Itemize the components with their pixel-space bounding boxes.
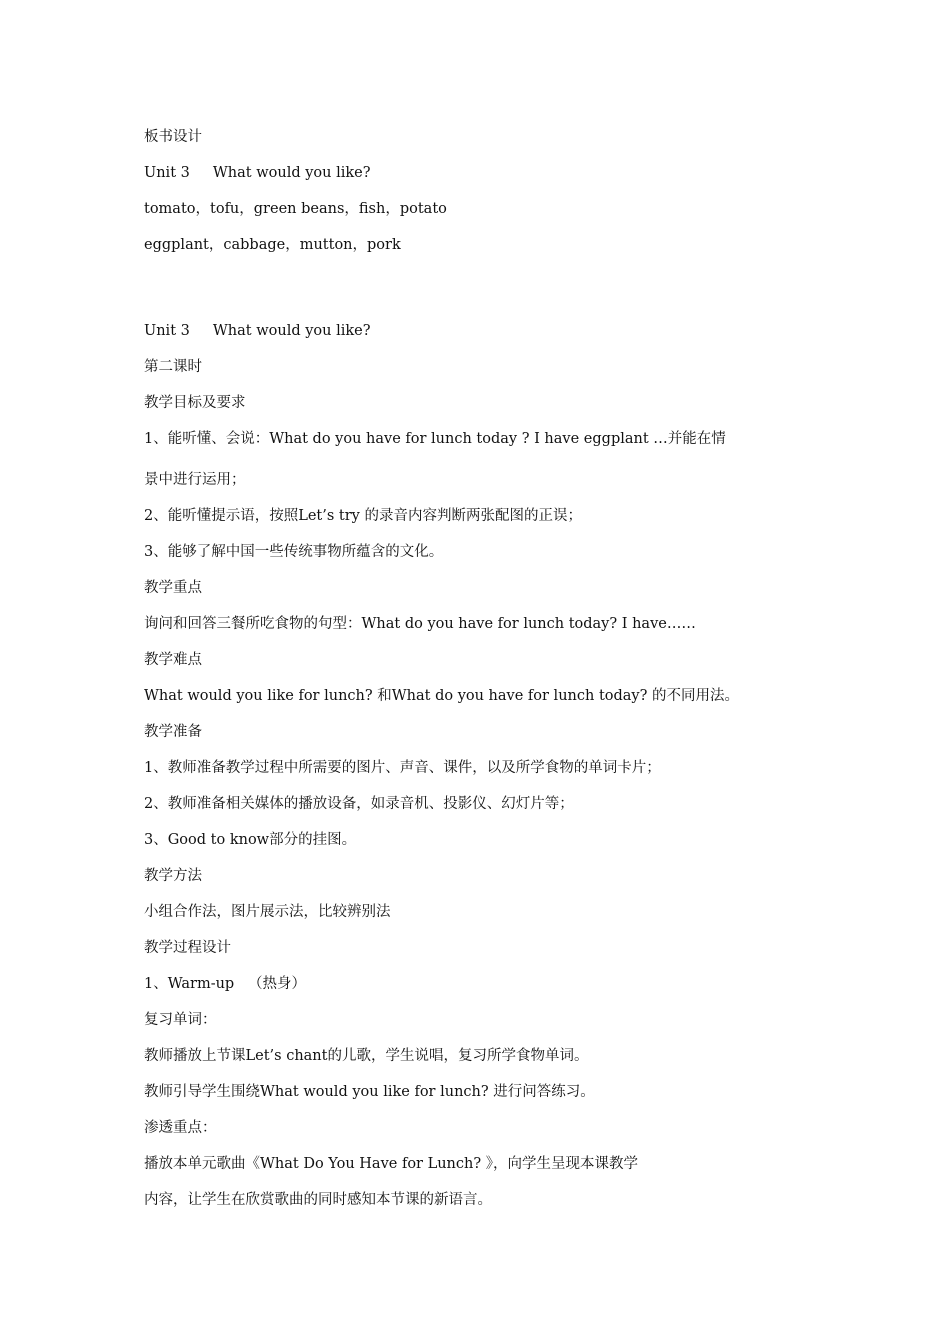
focus-text-1: 播放本单元歌曲《What Do You Have for Lunch? 》，向学生呈现本课教学 [144,1156,638,1172]
lesson-number: 第二课时 [144,359,202,375]
preparation-2: 2、教师准备相关媒体的播放设备，如录音机、投影仪、幻灯片等； [144,796,574,812]
review-words-text-2: 教师引导学生围绕What would you like for lunch? 进行问答练习。 [144,1084,595,1100]
preparation-1: 1、教师准备教学过程中所需要的图片、声音、课件，以及所学食物的单词卡片； [144,760,661,776]
difficulty-text: What would you like for lunch? 和What do you have for lunch today? 的不同用法。 [144,688,740,704]
heading-preparation: 教学准备 [144,724,202,740]
objective-2: 2、能听懂提示语，按照Let’s try 的录音内容判断两张配图的正误； [144,508,582,524]
heading-key-points: 教学重点 [144,580,202,596]
unit-title-line: Unit 3 What would you like? [144,165,371,181]
heading-difficulties: 教学难点 [144,652,202,668]
heading-process: 教学过程设计 [144,940,231,956]
preparation-3: 3、Good to know部分的挂图。 [144,832,357,848]
objective-1-cont: 景中进行运用； [144,472,246,488]
focus-text-2: 内容，让学生在欣赏歌曲的同时感知本节课的新语言。 [144,1192,492,1208]
step-warm-up: 1、Warm-up （热身） [144,976,307,992]
objective-1: 1、能听懂、会说：What do you have for lunch today ? I have eggplant …并能在情 [144,431,726,447]
key-point-text: 询问和回答三餐所吃食物的句型：What do you have for lunch today? I have…… [144,616,696,632]
vocab-line-2: eggplant，cabbage，mutton，pork [144,237,401,253]
focus-label: 渗透重点： [144,1120,217,1136]
vocab-line-1: tomato，tofu，green beans，fish，potato [144,201,447,217]
objective-3: 3、能够了解中国一些传统事物所蕴含的文化。 [144,544,444,560]
heading-objectives: 教学目标及要求 [144,395,246,411]
heading-methods: 教学方法 [144,868,202,884]
review-words-label: 复习单词： [144,1012,217,1028]
heading-board-design: 板书设计 [144,129,202,145]
review-words-text-1: 教师播放上节课Let’s chant的儿歌，学生说唱，复习所学食物单词。 [144,1048,589,1064]
methods-text: 小组合作法，图片展示法，比较辨别法 [144,904,391,920]
unit-title-line-2: Unit 3 What would you like? [144,323,371,339]
